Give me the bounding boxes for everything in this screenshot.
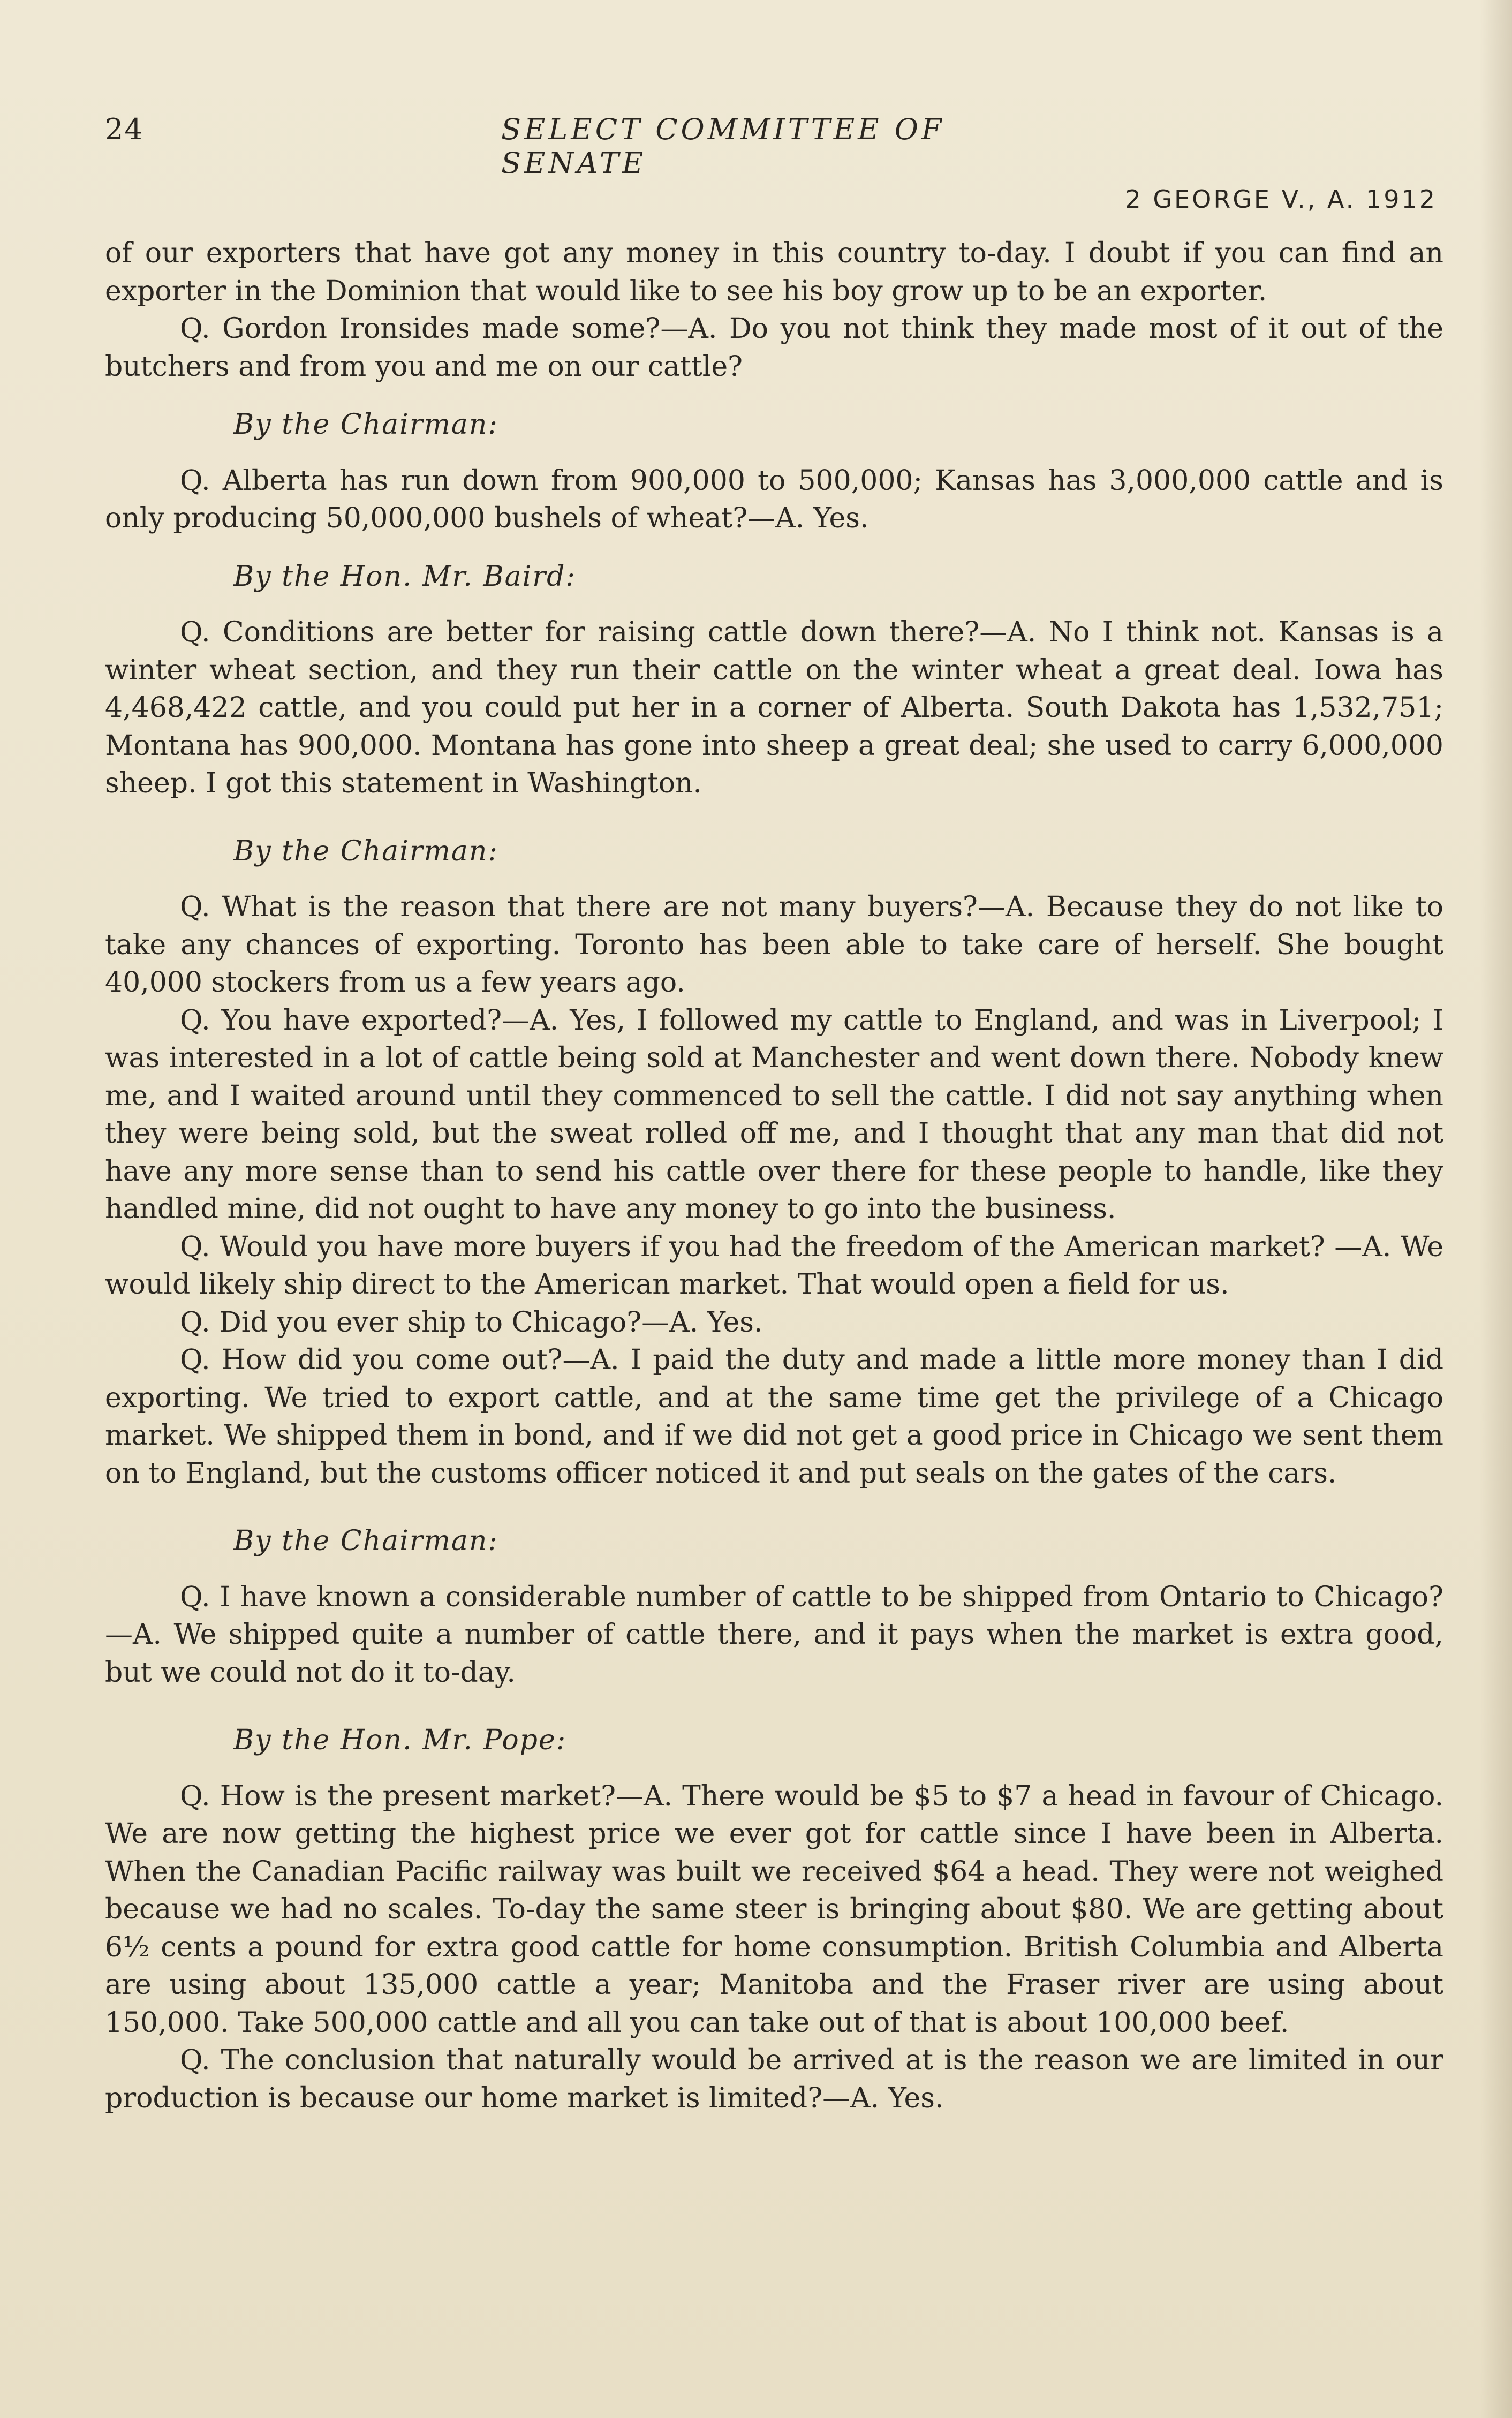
- paragraph: Q. Did you ever ship to Chicago?—A. Yes.: [180, 1306, 763, 1339]
- speaker-heading: By the Chairman:: [233, 835, 498, 867]
- running-head-title: SELECT COMMITTEE OF SENATE: [501, 112, 945, 180]
- paragraph: Q. Alberta has run down from 900,000 to 500,000; Kansas has 3,000,000 cattle and is only producing 50,000,000 bushels of wheat?—A. Yes.: [105, 464, 1443, 534]
- paragraph: Q. Conditions are better for raising cattle down there?—A. No I think not. Kansas is a winter wheat section, and they run their cattle on the winter wheat a great deal. Iowa has 4,468,422 cattle, and you could put her in a corner of Alberta. South Dakota has 1,532,751; Montana has 900,000. Montana has gone into sheep a great deal; she used to carry 6,000,000 sheep. I got this statement in Washington.: [105, 616, 1443, 799]
- paragraph: Q. I have known a considerable number of cattle to be shipped from Ontario to Chicago?—A. We shipped quite a number of cattle there, and it pays when the market is extra good, but we could not do it to-day.: [105, 1581, 1443, 1689]
- testimony-body: [105, 235, 1443, 2117]
- paragraph: Q. What is the reason that there are not many buyers?—A. Because they do not like to take any chances of exporting. Toronto has been able to take care of herself. She bought 40,000 stockers from us a few years ago.: [105, 891, 1443, 999]
- page-edge-shadow: [1480, 0, 1512, 2418]
- session-citation: 2 GEORGE V., A. 1912: [1125, 185, 1437, 214]
- paragraph: Q. Gordon Ironsides made some?—A. Do you not think they made most of it out of the butchers and from you and me on our cattle?: [105, 313, 1443, 383]
- page-number: 24: [105, 112, 144, 146]
- paragraph: Q. You have exported?—A. Yes, I followed my cattle to England, and was in Liverpool; I was interested in a lot of cattle being sold at Manchester and went down there. Nobody knew me, and I waited around until they commenced to sell the cattle. I did not say anything when they were being sold, but the sweat rolled off me, and I thought that any man that did not have any more sense than to send his cattle over there for these people to handle, like they handled mine, did not ought to have any money to go into the business.: [105, 1004, 1443, 1225]
- running-head: [105, 112, 1042, 180]
- speaker-heading: By the Hon. Mr. Pope:: [233, 1724, 567, 1756]
- paragraph: Q. The conclusion that naturally would be arrived at is the reason we are limited in our production is because our home market is limited?—A. Yes.: [105, 2044, 1443, 2114]
- paragraph: Q. How did you come out?—A. I paid the duty and made a little more money than I did exporting. We tried to export cattle, and at the same time get the privilege of a Chicago market. We shipped them in bond, and if we did not get a good price in Chicago we sent them on to England, but the customs officer noticed it and put seals on the gates of the cars.: [105, 1344, 1443, 1490]
- paragraph: Q. How is the present market?—A. There would be $5 to $7 a head in favour of Chicago. We are now getting the highest price we ever got for cattle since I have been in Alberta. When the Canadian Pacific railway was built we received $64 a head. They were not weighed because we had no scales. To-day the same steer is bringing about $80. We are getting about 6½ cents a pound for extra good cattle for home consumption. British Columbia and Alberta are using about 135,000 cattle a year; Manitoba and the Fraser river are using about 150,000. Take 500,000 cattle and all you can take out of that is about 100,000 beef.: [105, 1780, 1443, 2039]
- speaker-heading: By the Chairman:: [233, 1525, 498, 1557]
- paragraph: Q. Would you have more buyers if you had the freedom of the American market? —A. We would likely ship direct to the American market. That would open a field for us.: [105, 1230, 1443, 1301]
- paragraph: of our exporters that have got any money in this country to-day. I doubt if you can find an exporter in the Dominion that would like to see his boy grow up to be an exporter.: [105, 237, 1443, 307]
- speaker-heading: By the Hon. Mr. Baird:: [233, 560, 576, 593]
- speaker-heading: By the Chairman:: [233, 409, 498, 441]
